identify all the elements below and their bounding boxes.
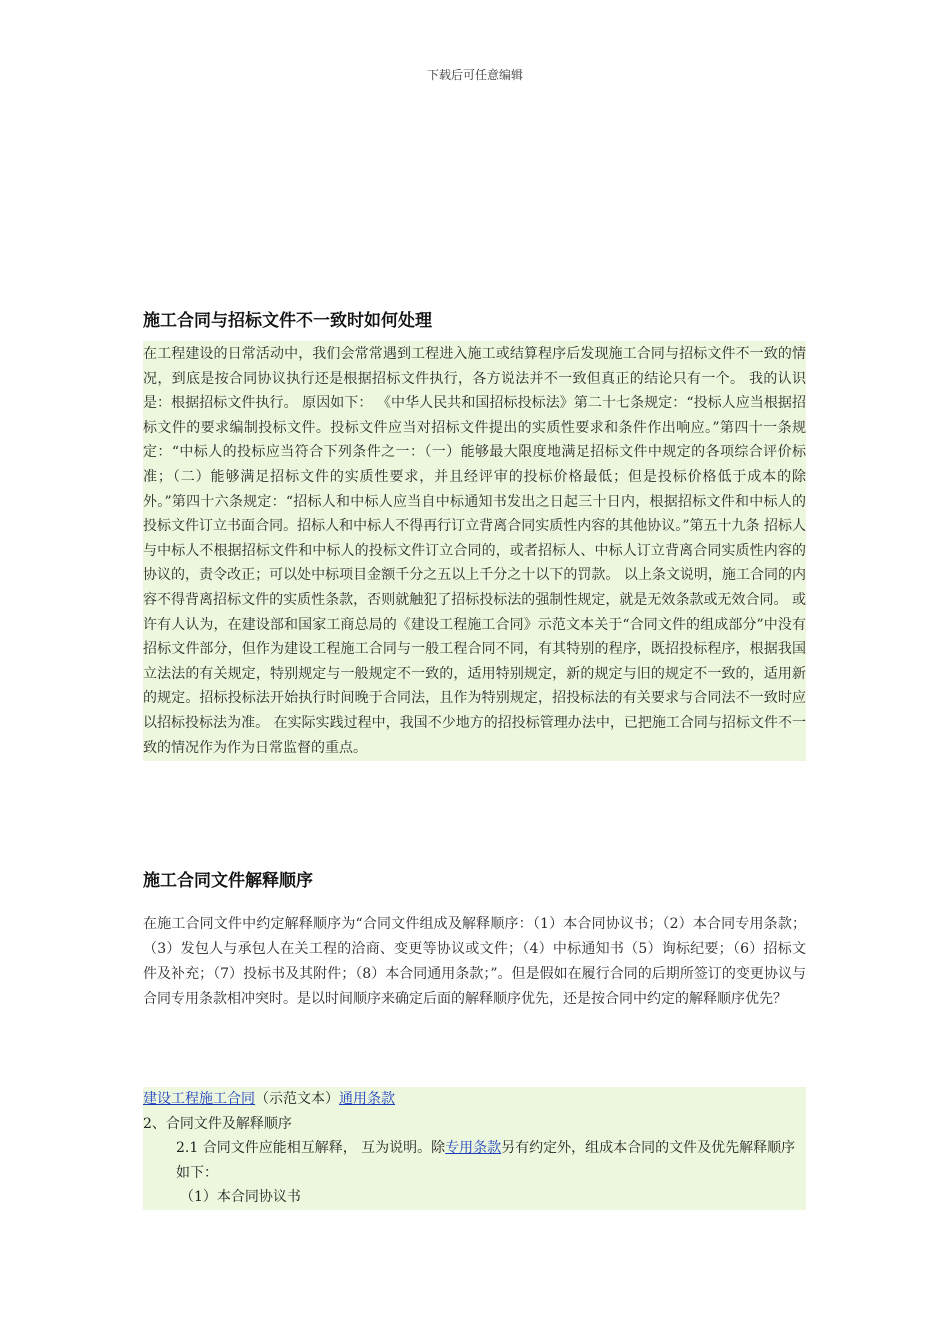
- excerpt-item-1: （1）本合同协议书: [180, 1189, 301, 1205]
- link-general-terms[interactable]: 通用条款: [339, 1091, 395, 1107]
- section-title-inconsistency: 施工合同与招标文件不一致时如何处理: [143, 311, 432, 331]
- section-body-interpretation-order: 在施工合同文件中约定解释顺序为“合同文件组成及解释顺序：（1）本合同协议书；（2）本合同专用条款；（3）发包人与承包人在关工程的洽商、变更等协议或文件；（4）中标通知书（5）询标纪要；（6）招标文件及补充；（7）投标书及其附件；（8）本合同通用条款；”。但是假如在履行合同的后期所签订的变更协议与合同专用条款相冲突时。是以时间顺序来确定后面的解释顺序优先，还是按合同中约定的解释顺序优先？: [143, 916, 806, 1007]
- clause-text-pre: 2.1 合同文件应能相互解释， 互为说明。除: [176, 1140, 446, 1156]
- excerpt-title-line: [143, 1087, 806, 1112]
- header-note: 下载后可任意编辑: [426, 68, 523, 82]
- clause-text-post: 另有约定外，组成本合同的文件及优先解释顺序如下：: [176, 1140, 796, 1181]
- section-title-interpretation-order: 施工合同文件解释顺序: [143, 871, 313, 891]
- link-construction-contract[interactable]: 建设工程施工合同: [143, 1091, 255, 1107]
- excerpt-title-text: （示范文本）: [255, 1091, 339, 1107]
- excerpt-clause-2-1: [143, 1136, 806, 1185]
- excerpt-clause-heading: 2、合同文件及解释顺序: [143, 1115, 292, 1132]
- contract-excerpt-box: [143, 1087, 806, 1210]
- link-special-terms[interactable]: 专用条款: [445, 1140, 502, 1156]
- section-body-inconsistency: 在工程建设的日常活动中，我们会常常遇到工程进入施工或结算程序后发现施工合同与招标文件不一致的情况，到底是按合同协议执行还是根据招标文件执行，各方说法并不一致但真正的结论只有一个。 我的认识是：根据招标文件执行。 原因如下： 《中华人民共和国招标投标法》第二十七条规定：“投标人应当根据招标文件的要求编制投标文件。投标文件应当对招标文件提出的实质性要求和条件作出响应。”第四十一条规定：“中标人的投标应当符合下列条件之一：（一）能够最大限度地满足招标文件中规定的各项综合评价标准；（二）能够满足招标文件的实质性要求，并且经评审的投标价格最低；但是投标价格低于成本的除外。”第四十六条规定：“招标人和中标人应当自中标通知书发出之日起三十日内，根据招标文件和中标人的投标文件订立书面合同。招标人和中标人不得再行订立背离合同实质性内容的其他协议。”第五十九条 招标人与中标人不根据招标文件和中标人的投标文件订立合同的，或者招标人、中标人订立背离合同实质性内容的协议的，责令改正；可以处中标项目金额千分之五以上千分之十以下的罚款。 以上条文说明，施工合同的内容不得背离招标文件的实质性条款，否则就触犯了招标投标法的强制性规定，就是无效条款或无效合同。 或许有人认为，在建设部和国家工商总局的《建设工程施工合同》示范文本关于“合同文件的组成部分”中没有招标文件部分，但作为建设工程施工合同与一般工程合同不同，有其特别的程序，既招投标程序，根据我国立法法的有关规定，特别规定与一般规定不一致的，适用特别规定，新的规定与旧的规定不一致的，适用新的规定。招标投标法开始执行时间晚于合同法，且作为特别规定，招投标法的有关要求与合同法不一致时应以招标投标法为准。 在实际实践过程中，我国不少地方的招投标管理办法中，已把施工合同与招标文件不一致的情况作为作为日常监督的重点。: [143, 341, 806, 761]
